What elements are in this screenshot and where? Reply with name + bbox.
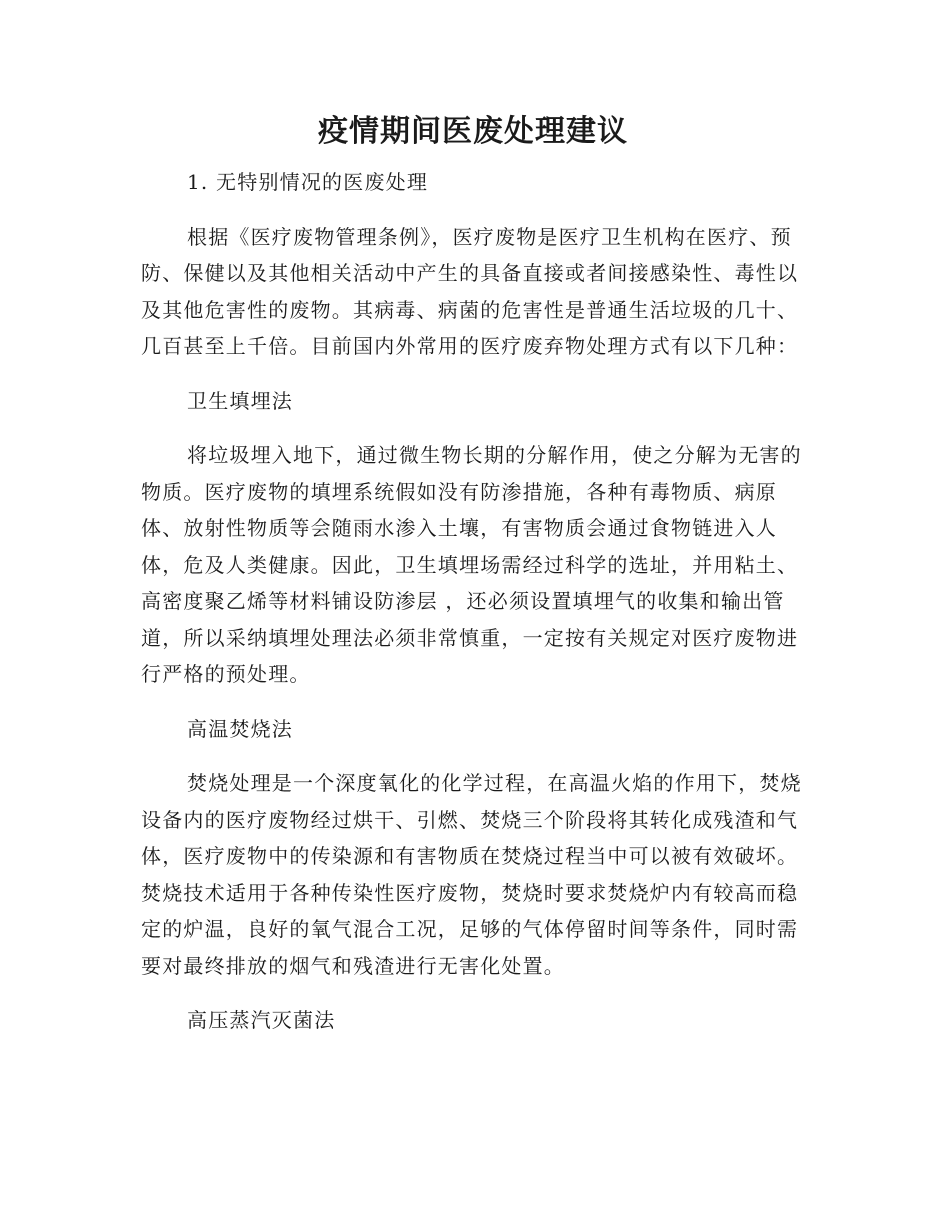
paragraph-incineration: 焚烧处理是一个深度氧化的化学过程，在高温火焰的作用下，焚烧设备内的医疗废物经过烘干、引燃、焚烧三个阶段将其转化成残渣和气体，医疗废物中的传染源和有害物质在焚烧过程当中可以被有效破坏。焚烧技术适用于各种传染性医疗废物，焚烧时要求焚烧炉内有较高而稳定的炉温，良好的氧气混合工况，足够的气体停留时间等条件，同时需要对最终排放的烟气和残渣进行无害化处置。 (141, 771, 802, 978)
subheading-incineration: 高温焚烧法 (187, 716, 293, 741)
paragraph-landfill: 将垃圾埋入地下，通过微生物长期的分解作用，使之分解为无害的物质。医疗废物的填埋系统假如没有防渗措施，各种有毒物质、病原体、放射性物质等会随雨水渗入土壤，有害物质会通过食物链进入人体，危及人类健康。因此，卫生填埋场需经过科学的选址，并用粘土、高密度聚乙烯等材料铺设防渗层 ，还必须设置填埋气的收集和输出管道，所以采纳填埋处理法必须非常慎重，一定按有关规定对医疗废物进行严格的预处理。 (141, 443, 802, 686)
subheading-autoclave: 高压蒸汽灭菌法 (187, 1008, 336, 1032)
subheading-landfill: 卫生填埋法 (187, 388, 293, 413)
section-heading-1: 1. 无特别情况的医废处理 (187, 170, 429, 194)
document-title: 疫情期间医废处理建议 (318, 114, 628, 149)
paragraph-intro: 根据《医疗废物管理条例》，医疗废物是医疗卫生机构在医疗、预防、保健以及其他相关活动中产生的具备直接或者间接感染性、毒性以及其他危害性的废物。其病毒、病菌的危害性是普通生活垃圾的几十、几百甚至上千倍。目前国内外常用的医疗废弃物处理方式有以下几种： (141, 224, 799, 358)
